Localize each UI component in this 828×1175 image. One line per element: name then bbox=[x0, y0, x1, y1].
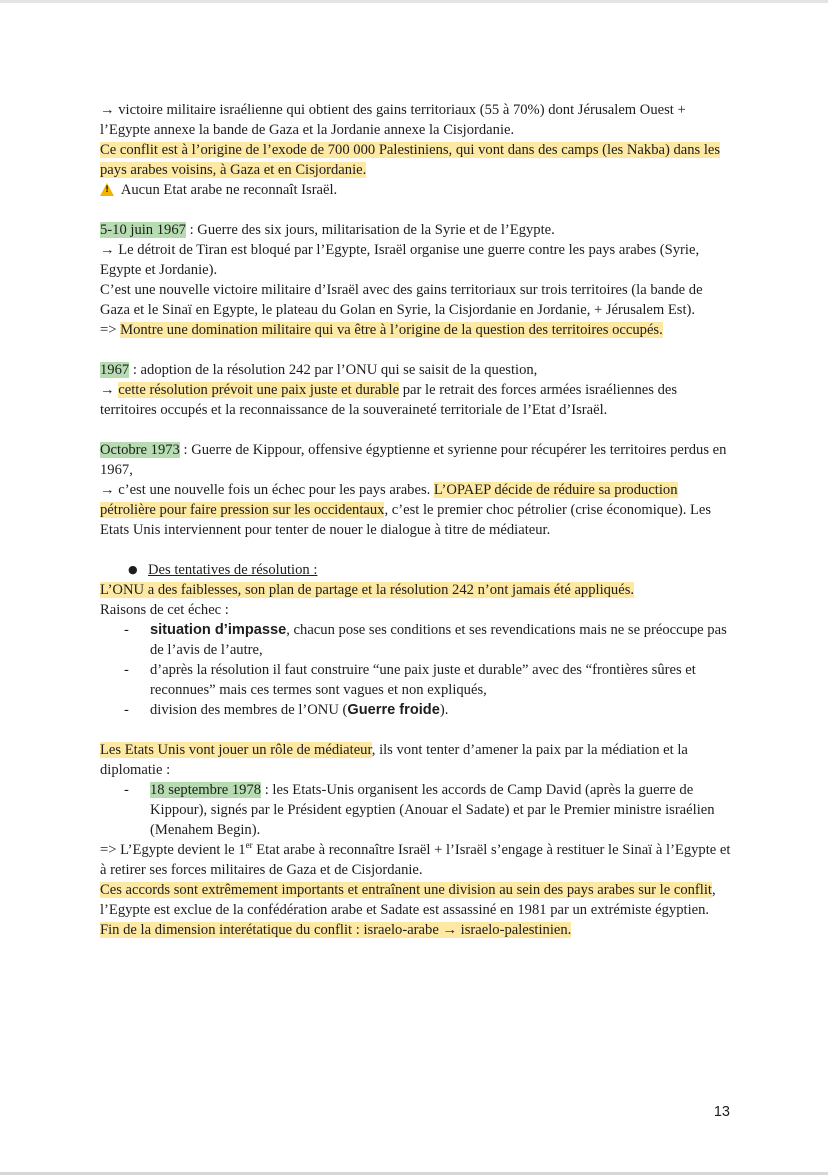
paragraph-exodus bbox=[100, 140, 732, 180]
reasons-list bbox=[100, 620, 732, 720]
highlight-resolution: cette résolution prévoit une paix juste et durable bbox=[118, 382, 400, 398]
bullet-icon: ● bbox=[128, 563, 138, 576]
highlight-onu: L’ONU a des faiblesses, son plan de partage et la résolution 242 n’ont jamais été appliqués. bbox=[100, 582, 635, 598]
arrow-icon: → bbox=[100, 382, 115, 398]
arrow-icon: → bbox=[100, 102, 115, 118]
camp-david-list bbox=[100, 780, 732, 840]
section-six-day-war: 5-10 juin 1967 : Guerre des six jours, militarisation de la Syrie et de l’Egypte. → Le détroit de Tiran est bloqué par l’Egypte, Israël organise une guerre contre les pays arabes (Syrie, Egypte et Jordanie). C’est une nouvelle victoire militaire d’Israël avec des gains territoriaux sur trois territoires (la bande de Gaza et le Sinaï en Egypte, le plateau du Golan en Syrie, la Cisjordanie en Jordanie, + Jérusalem Est). => Montre une domination militaire qui va être à l’origine de la question des territoires occupés. bbox=[100, 222, 703, 338]
section-war-1948 bbox=[100, 100, 732, 200]
page-number: 13 bbox=[713, 1104, 730, 1120]
arrow-icon: → bbox=[100, 482, 115, 498]
list-item: - 18 septembre 1978 : les Etats-Unis organisent les accords de Camp David (après la guerre de Kippour), signés par le Président egyptien (Anouar el Sadate) et par le Premier ministre israélien (Menahem Begin). bbox=[150, 780, 732, 840]
highlight-exodus: Ce conflit est à l’origine de l’exode de 700 000 Palestiniens, qui vont dans des camps (les Nakba) dans les pays arabes voisins, à Gaza et en Cisjordanie. bbox=[100, 142, 721, 178]
highlight-opaep: L’OPAEP décide de réduire sa production pétrolière pour faire pression sur les occidentaux bbox=[100, 482, 678, 518]
date-highlight: 5-10 juin 1967 bbox=[100, 222, 186, 238]
paragraph-warning: ! Aucun Etat arabe ne reconnaît Israël. bbox=[100, 180, 732, 200]
section-resolution-attempts: ● Des tentatives de résolution : L’ONU a des faiblesses, son plan de partage et la résolution 242 n’ont jamais été appliqués. Raisons de cet échec : - situation d’impasse, chacun pose ses conditions et ses revendications mais ne se préoccupe pas de l’avis de l’autre, - d’après la résolution il faut construire “une paix juste et durable” avec des “frontières sûres et reconnues” mais ces termes sont vagues et non expliqués, - division des membres de l’ONU (Guerre froide). bbox=[100, 560, 732, 720]
list-item: - d’après la résolution il faut construire “une paix juste et durable” avec des “frontières sûres et reconnues” mais ces termes sont vagues et non expliqués, bbox=[150, 660, 732, 700]
warning-icon bbox=[100, 183, 114, 196]
list-item: - situation d’impasse, chacun pose ses conditions et ses revendications mais ne se préoccupe pas de l’avis de l’autre, bbox=[150, 620, 732, 660]
section-heading: ● Des tentatives de résolution : bbox=[128, 562, 318, 578]
date-highlight: 1967 bbox=[100, 362, 130, 378]
paragraph-victory: → victoire militaire israélienne qui obtient des gains territoriaux (55 à 70%) dont Jérusalem Ouest + l’Egypte annexe la bande de Gaza et la Jordanie annexe la Cisjordanie. bbox=[100, 102, 686, 138]
arrow-icon: → bbox=[100, 242, 115, 258]
highlight-domination: Montre une domination militaire qui va être à l’origine de la question des territoires occupés. bbox=[120, 322, 663, 338]
highlight-accords: Ces accords sont extrêmement importants et entraînent une division au sein des pays arabes sur le conflit bbox=[100, 882, 712, 898]
highlight-us: Les Etats Unis vont jouer un rôle de médiateur bbox=[100, 742, 372, 758]
section-resolution-242: 1967 : adoption de la résolution 242 par l’ONU qui se saisit de la question, → cette résolution prévoit une paix juste et durable par le retrait des forces armées israéliennes des territoires occupés et la reconnaissance de la souveraineté territoriale de l’Etat d’Israël. bbox=[100, 362, 678, 418]
list-item: - division des membres de l’ONU (Guerre froide). bbox=[150, 700, 732, 720]
date-highlight: Octobre 1973 bbox=[100, 442, 180, 458]
date-highlight: 18 septembre 1978 bbox=[150, 782, 262, 798]
section-us-mediation: Les Etats Unis vont jouer un rôle de médiateur, ils vont tenter d’amener la paix par la médiation et la diplomatie : - 18 septembre 1978 : les Etats-Unis organisent les accords de Camp David (après la guerre de Kippour), signés par le Président egyptien (Anouar el Sadate) et par le Premier ministre israélien (Menahem Begin). => L’Egypte devient le 1er Etat arabe à reconnaître Israël + l’Israël s’engage à restituer le Sinaï à l’Egypte et à retirer ses forces militaires de Gaza et de Cisjordanie. Ces accords sont extrêmement importants et entraînent une division au sein des pays arabes sur le conflit, l’Egypte est exclue de la confédération arabe et Sadate est assassiné en 1981 par un extrémiste égyptien. Fin de la dimension interétatique du conflit : israelo-arabe → israelo-palestinien. bbox=[100, 740, 732, 940]
highlight-conclusion: Fin de la dimension interétatique du conflit : israelo-arabe → israelo-palestinien. bbox=[100, 922, 572, 938]
section-kippur-war: Octobre 1973 : Guerre de Kippour, offensive égyptienne et syrienne pour récupérer les territoires perdus en 1967, → c’est une nouvelle fois un échec pour les pays arabes. L’OPAEP décide de réduire sa production pétrolière pour faire pression sur les occidentaux, c’est le premier choc pétrolier (crise économique). Les Etats Unis interviennent pour tenter de nouer le dialogue à titre de médiateur. bbox=[100, 442, 727, 538]
